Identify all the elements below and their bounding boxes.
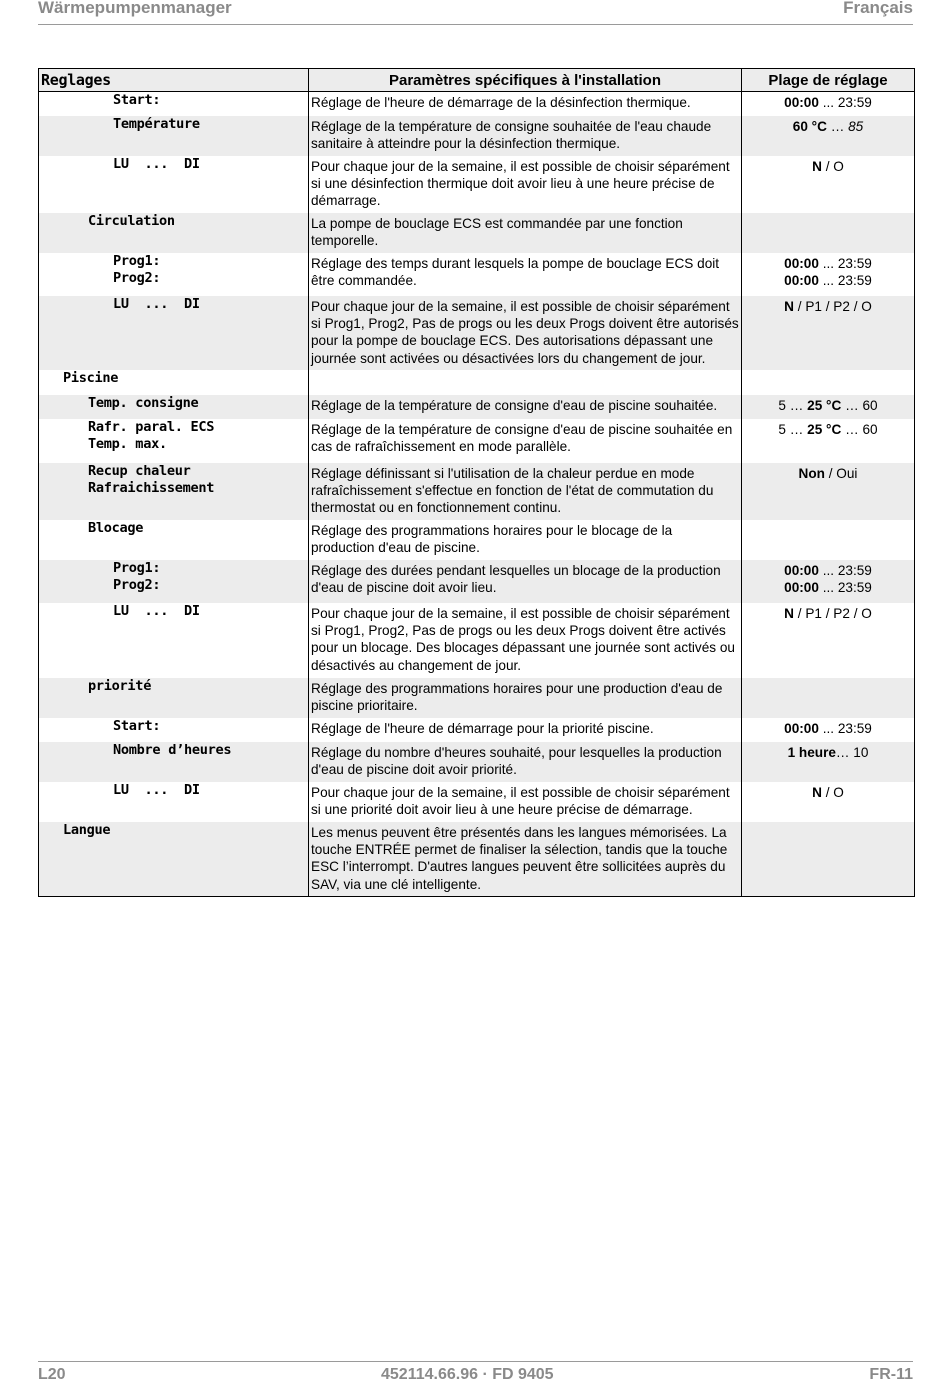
row-range — [742, 520, 915, 560]
range-value: 00:00 ... 23:59 — [784, 579, 872, 595]
row-description: Pour chaque jour de la semaine, il est possible de choisir séparément si une désinfection thermique doit avoir lieu à une heure précise de démarrage. — [309, 156, 742, 213]
menu-item: Langue — [39, 822, 309, 897]
row-description: La pompe de bouclage ECS est commandée par une fonction temporelle. — [309, 213, 742, 253]
row-range — [742, 742, 915, 782]
menu-item: Circulation — [39, 213, 309, 253]
row-description: Réglage définissant si l'utilisation de la chaleur perdue en mode rafraîchissement s'effectue en fonction de l'état de commutation du thermostat ou en fonctionnement continu. — [309, 463, 742, 520]
table-row — [39, 782, 915, 822]
row-range — [742, 296, 915, 370]
row-description: Pour chaque jour de la semaine, il est possible de choisir séparément si une priorité doit avoir lieu à une heure précise de démarrage. — [309, 782, 742, 822]
range-value: 00:00 ... 23:59 — [784, 255, 872, 271]
row-range — [742, 156, 915, 213]
menu-item: priorité — [39, 678, 309, 718]
footer-document-number: 452114.66.96 · FD 9405 — [381, 1366, 554, 1382]
range-value: N / P1 / P2 / O — [784, 605, 872, 621]
row-description: Réglage du nombre d'heures souhaité, pour lesquelles la production d'eau de piscine doit avoir priorité. — [309, 742, 742, 782]
table-row — [39, 370, 915, 395]
row-description — [309, 370, 742, 395]
menu-item: Rafr. paral. ECS Temp. max. — [39, 419, 309, 463]
table-row — [39, 560, 915, 603]
page-header — [38, 0, 913, 25]
row-description: Réglage des temps durant lesquels la pompe de bouclage ECS doit être commandée. — [309, 253, 742, 296]
footer-model: L20 — [38, 1366, 66, 1382]
row-range — [742, 560, 915, 603]
table-row — [39, 463, 915, 520]
range-value: Non / Oui — [798, 465, 858, 481]
row-description: Pour chaque jour de la semaine, il est possible de choisir séparément si Prog1, Prog2, Pas de progs ou les deux Progs doivent être autorisés pour la pompe de bouclage ECS. Des autorisations dépassant une journée sont activées ou désactivées lors du changement de jour. — [309, 296, 742, 370]
row-range — [742, 253, 915, 296]
table-row — [39, 116, 915, 156]
row-range — [742, 395, 915, 419]
header-product-name: Wärmepumpenmanager — [38, 0, 232, 17]
menu-item: Start: — [39, 92, 309, 116]
menu-item: Temp. consigne — [39, 395, 309, 419]
row-description: Pour chaque jour de la semaine, il est possible de choisir séparément si Prog1, Prog2, Pas de progs ou les deux Progs doivent être activés pour un blocage. Des blocages dépassant une journée sont activés ou désactivés au changement de jour. — [309, 603, 742, 678]
table-row — [39, 718, 915, 742]
menu-item: Piscine — [39, 370, 309, 395]
column-header-description: Paramètres spécifiques à l'installation — [309, 69, 742, 92]
range-value: N / O — [812, 158, 844, 174]
table-row — [39, 822, 915, 897]
row-description: Réglage de la température de consigne souhaitée de l'eau chaude sanitaire à atteindre pour la désinfection thermique. — [309, 116, 742, 156]
row-range — [742, 678, 915, 718]
table-row — [39, 296, 915, 370]
row-description: Réglage de la température de consigne d'eau de piscine souhaitée en cas de rafraîchissement en mode parallèle. — [309, 419, 742, 463]
table-row — [39, 395, 915, 419]
menu-item: Température — [39, 116, 309, 156]
table-row — [39, 419, 915, 463]
range-value: 5 … 25 °C … 60 — [778, 397, 878, 413]
range-value: 00:00 ... 23:59 — [784, 95, 872, 110]
row-range — [742, 419, 915, 463]
table-row — [39, 156, 915, 213]
row-range — [742, 603, 915, 678]
menu-item: LU ... DI — [39, 296, 309, 370]
table-row — [39, 253, 915, 296]
row-description: Réglage de l'heure de démarrage pour la priorité piscine. — [309, 718, 742, 742]
menu-item: Blocage — [39, 520, 309, 560]
header-language: Français — [843, 0, 913, 17]
row-description: Réglage de l'heure de démarrage de la désinfection thermique. — [309, 92, 742, 116]
row-description: Les menus peuvent être présentés dans les langues mémorisées. La touche ENTRÉE permet de finaliser la sélection, tandis que la touche ESC l’interrompt. D'autres langues peuvent être sollicitées auprès du SAV, via une clé intelligente. — [309, 822, 742, 897]
row-description: Réglage de la température de consigne d'eau de piscine souhaitée. — [309, 395, 742, 419]
table-row — [39, 678, 915, 718]
table-header-row — [39, 69, 915, 92]
menu-item: Prog1: Prog2: — [39, 560, 309, 603]
table-row — [39, 92, 915, 116]
table-row — [39, 520, 915, 560]
row-range — [742, 782, 915, 822]
menu-item: Recup chaleur Rafraichissement — [39, 463, 309, 520]
row-range — [742, 718, 915, 742]
menu-item: Start: — [39, 718, 309, 742]
row-range — [742, 370, 915, 395]
footer-page-number: FR-11 — [869, 1366, 913, 1382]
row-description: Réglage des durées pendant lesquelles un blocage de la production d'eau de piscine doit avoir lieu. — [309, 560, 742, 603]
table-row — [39, 213, 915, 253]
column-header-range: Plage de réglage — [742, 69, 915, 92]
row-range — [742, 822, 915, 897]
row-range — [742, 213, 915, 253]
range-value: 60 °C … 85 — [792, 118, 864, 134]
table-row — [39, 603, 915, 678]
range-value: 00:00 ... 23:59 — [784, 562, 872, 578]
column-header-menu: Reglages — [39, 69, 309, 92]
menu-item: LU ... DI — [39, 603, 309, 678]
row-range — [742, 92, 915, 116]
page-footer — [38, 1361, 913, 1382]
settings-table — [38, 68, 915, 897]
menu-item: Prog1: Prog2: — [39, 253, 309, 296]
menu-item: Nombre d’heures — [39, 742, 309, 782]
row-range — [742, 463, 915, 520]
range-value: 5 … 25 °C … 60 — [778, 421, 878, 437]
menu-item: LU ... DI — [39, 156, 309, 213]
range-value: 00:00 ... 23:59 — [784, 272, 872, 288]
range-value: N / P1 / P2 / O — [784, 298, 872, 314]
table-row — [39, 742, 915, 782]
range-value: N / O — [812, 784, 844, 800]
row-description: Réglage des programmations horaires pour une production d'eau de piscine prioritaire. — [309, 678, 742, 718]
menu-item: LU ... DI — [39, 782, 309, 822]
row-description: Réglage des programmations horaires pour le blocage de la production d'eau de piscine. — [309, 520, 742, 560]
range-value: 00:00 ... 23:59 — [784, 720, 872, 736]
row-range — [742, 116, 915, 156]
range-value: 1 heure… 10 — [787, 744, 869, 760]
